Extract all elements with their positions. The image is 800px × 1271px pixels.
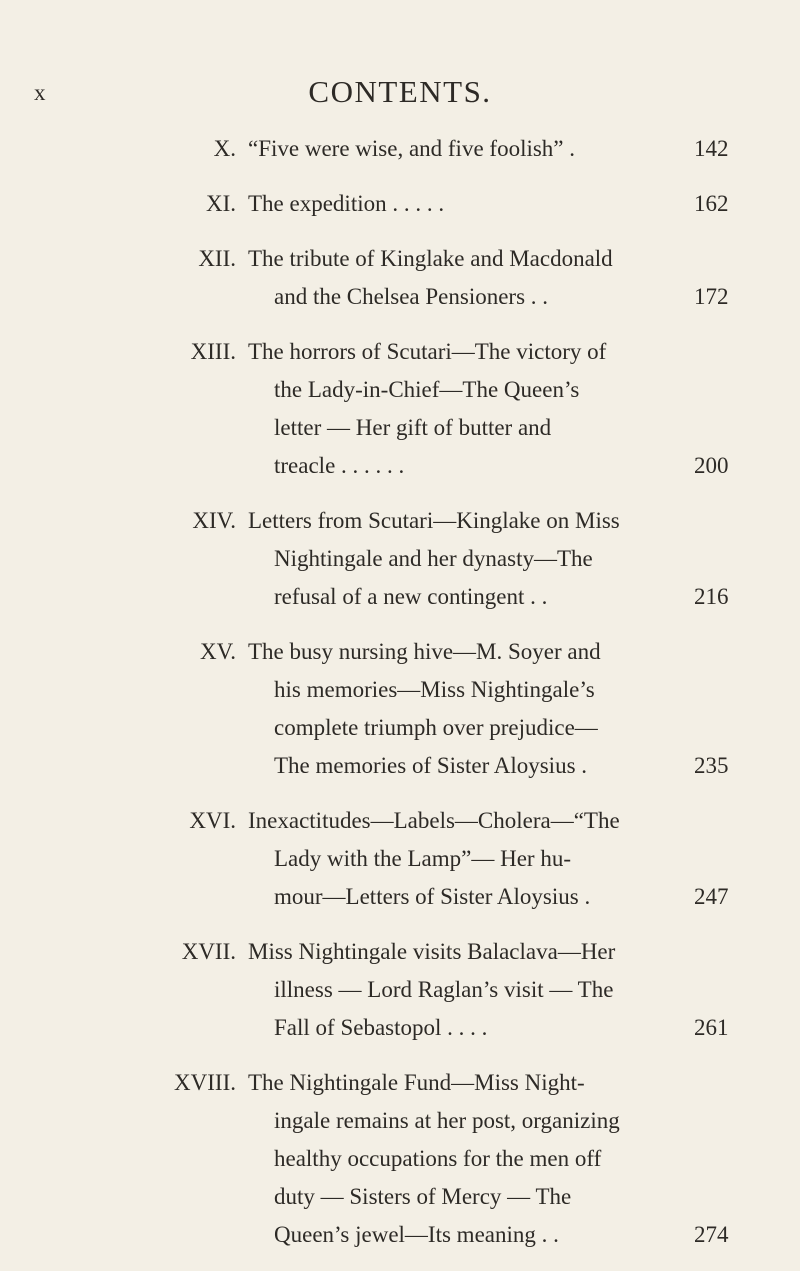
chapter-title-line: treacle . . . . . . <box>274 453 405 478</box>
chapter-title-line: The memories of Sister Aloysius . <box>274 753 588 778</box>
chapter-title-line: The Nightingale Fund—Miss Night- <box>248 1070 585 1095</box>
chapter-title-line: Lady with the Lamp”— Her hu- <box>274 846 571 871</box>
contents-entry <box>0 1064 800 1254</box>
page-number: 142 <box>694 136 729 161</box>
page-number: 162 <box>694 191 729 216</box>
page-number: 172 <box>694 284 729 309</box>
chapter-title <box>248 633 658 785</box>
page-folio: x <box>34 80 47 105</box>
chapter-number: X. <box>213 136 236 161</box>
chapter-number: XIV. <box>192 508 236 533</box>
chapter-title <box>248 185 658 223</box>
chapter-number: XI. <box>205 191 236 216</box>
chapter-number: XIII. <box>190 339 236 364</box>
chapter-title-line: healthy occupations for the men off <box>274 1146 602 1171</box>
chapter-title-line: Miss Nightingale visits Balaclava—Her <box>248 939 616 964</box>
chapter-title-line: letter — Her gift of butter and <box>274 415 552 440</box>
page-header <box>0 74 800 114</box>
chapter-title-line: his memories—Miss Nightingale’s <box>274 677 595 702</box>
page-number: 274 <box>694 1222 729 1247</box>
chapter-title-line: refusal of a new contingent . . <box>274 584 548 609</box>
contents-entry <box>0 802 800 916</box>
chapter-title-line: ingale remains at her post, organizing <box>274 1108 620 1133</box>
chapter-title-line: Nightingale and her dynasty—The <box>274 546 593 571</box>
chapter-title-line: mour—Letters of Sister Aloysius . <box>274 884 591 909</box>
chapter-title <box>248 802 658 916</box>
chapter-number: XVII. <box>181 939 236 964</box>
chapter-title-line: duty — Sisters of Mercy — The <box>274 1184 572 1209</box>
chapter-title-line: the Lady-in-Chief—The Queen’s <box>274 377 580 402</box>
chapter-title-line: and the Chelsea Pensioners . . <box>274 284 549 309</box>
page-number: 216 <box>694 584 729 609</box>
contents-list <box>0 130 800 1271</box>
running-title: CONTENTS. <box>308 74 492 109</box>
chapter-title <box>248 240 658 316</box>
chapter-title-line: The expedition . . . . . <box>248 191 445 216</box>
chapter-number: XII. <box>198 246 236 271</box>
chapter-title-line: “Five were wise, and five foolish” . <box>248 136 576 161</box>
chapter-title <box>248 333 658 485</box>
chapter-title <box>248 502 658 616</box>
contents-entry <box>0 185 800 223</box>
chapter-title <box>248 1064 658 1254</box>
chapter-title-line: The busy nursing hive—M. Soyer and <box>248 639 601 664</box>
page-number: 261 <box>694 1015 729 1040</box>
chapter-title <box>248 130 658 168</box>
contents-entry <box>0 633 800 785</box>
contents-entry <box>0 333 800 485</box>
page-number: 200 <box>694 453 729 478</box>
chapter-number: XV. <box>199 639 236 664</box>
chapter-title-line: The horrors of Scutari—The victory of <box>248 339 607 364</box>
contents-entry <box>0 933 800 1047</box>
chapter-title-line: The tribute of Kinglake and Macdonald <box>248 246 613 271</box>
chapter-title <box>248 933 658 1047</box>
contents-entry <box>0 130 800 168</box>
chapter-title-line: Fall of Sebastopol . . . . <box>274 1015 488 1040</box>
contents-entry <box>0 240 800 316</box>
chapter-number: XVI. <box>189 808 236 833</box>
chapter-title-line: Inexactitudes—Labels—Cholera—“The <box>248 808 620 833</box>
contents-entry <box>0 502 800 616</box>
page-number: 235 <box>694 753 729 778</box>
chapter-title-line: Queen’s jewel—Its meaning . . <box>274 1222 559 1247</box>
chapter-title-line: illness — Lord Raglan’s visit — The <box>274 977 614 1002</box>
page-number: 247 <box>694 884 729 909</box>
chapter-title-line: Letters from Scutari—Kinglake on Miss <box>248 508 620 533</box>
chapter-number: XVIII. <box>174 1070 236 1095</box>
chapter-title-line: complete triumph over prejudice— <box>274 715 598 740</box>
